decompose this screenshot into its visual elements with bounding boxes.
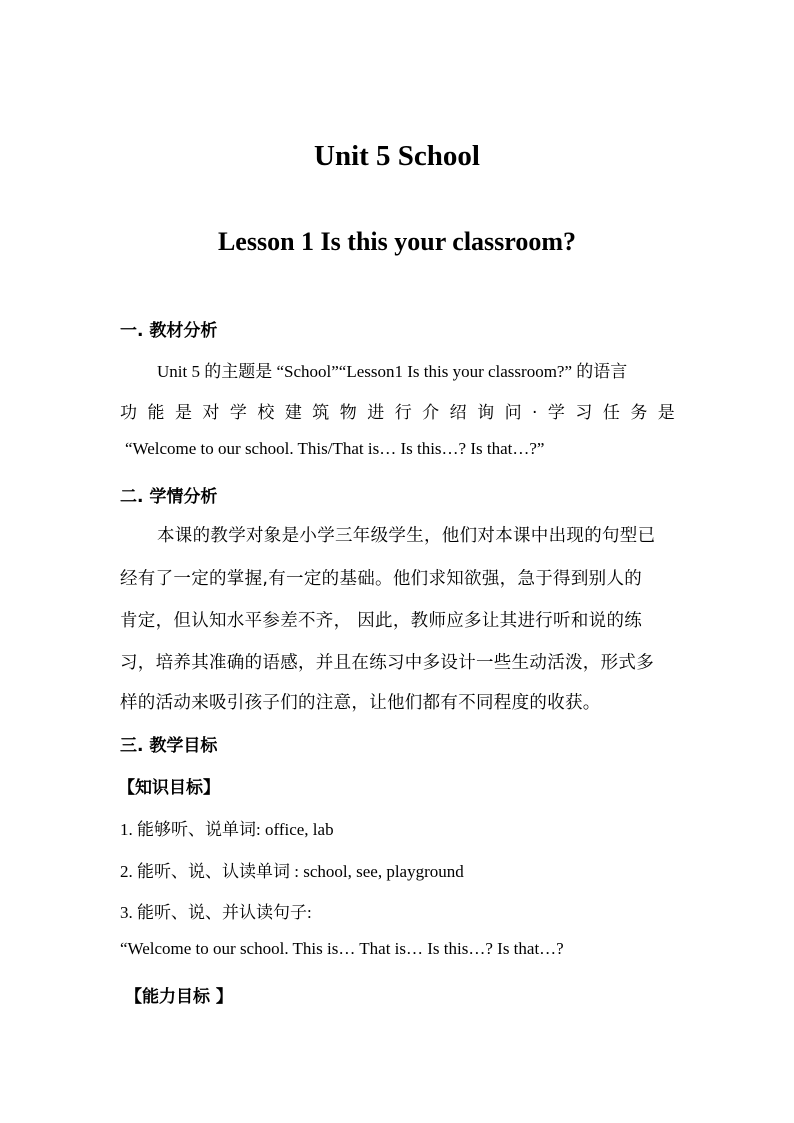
justified-char: 任 xyxy=(602,403,620,423)
justified-char: 是 xyxy=(174,403,192,423)
justified-char: 校 xyxy=(257,403,275,423)
paragraph-line: Unit 5 的主题是 “School”“Lesson1 Is this your classroom?” 的语言 xyxy=(157,362,628,381)
justified-char: 务 xyxy=(630,403,648,423)
paragraph-line: 本课的教学对象是小学三年级学生，他们对本课中出现的句型已 xyxy=(157,526,656,546)
justified-char: 是 xyxy=(657,403,675,423)
example-sentence: “Welcome to our school. This is… That is… Is this…? Is that…? xyxy=(120,939,564,958)
paragraph-line-justified xyxy=(120,398,675,423)
section-heading-teaching-goals: 三. 教学目标 xyxy=(120,736,218,756)
justified-char: 功 xyxy=(120,403,137,423)
justified-char: 学 xyxy=(229,403,247,423)
justified-char: 习 xyxy=(575,403,593,423)
justified-char: 学 xyxy=(547,403,565,423)
list-item: 3. 能听、说、并认读句子: xyxy=(120,903,312,922)
paragraph-line: 经有了一定的掌握,有一定的基础。他们求知欲强，急于得到别人的 xyxy=(120,569,643,589)
justified-char: 建 xyxy=(284,403,302,423)
justified-char: 能 xyxy=(147,403,165,423)
justified-char: 介 xyxy=(422,403,440,423)
list-item: 1. 能够听、说单词: office, lab xyxy=(120,820,334,839)
list-item: 2. 能听、说、认读单词 : school, see, playground xyxy=(120,862,464,881)
document-title: Unit 5 School xyxy=(314,140,480,172)
paragraph-line: 样的活动来吸引孩子们的注意，让他们都有不同程度的收获。 xyxy=(120,693,601,713)
justified-char: 绍 xyxy=(449,403,467,423)
justified-char: 问 xyxy=(504,403,522,423)
section-heading-student-analysis: 二. 学情分析 xyxy=(120,487,218,507)
subheading-ability-goals: 【能力目标 】 xyxy=(125,987,233,1007)
justified-char: 物 xyxy=(339,403,357,423)
justified-char: 进 xyxy=(367,403,385,423)
section-heading-textbook-analysis: 一. 教材分析 xyxy=(120,321,218,341)
subheading-knowledge-goals: 【知识目标】 xyxy=(118,778,220,798)
justified-char: 对 xyxy=(202,403,220,423)
paragraph-line: “Welcome to our school. This/That is… Is this…? Is that…?” xyxy=(125,439,545,458)
lesson-title: Lesson 1 Is this your classroom? xyxy=(217,227,577,256)
justified-char: . xyxy=(532,398,538,418)
paragraph-line: 习，培养其准确的语感，并且在练习中多设计一些生动活泼，形式多 xyxy=(120,653,654,673)
paragraph-line: 肯定，但认知水平参差不齐， 因此，教师应多让其进行听和说的练 xyxy=(120,611,643,631)
justified-char: 询 xyxy=(477,403,495,423)
justified-char: 行 xyxy=(394,403,412,423)
justified-char: 筑 xyxy=(312,403,330,423)
